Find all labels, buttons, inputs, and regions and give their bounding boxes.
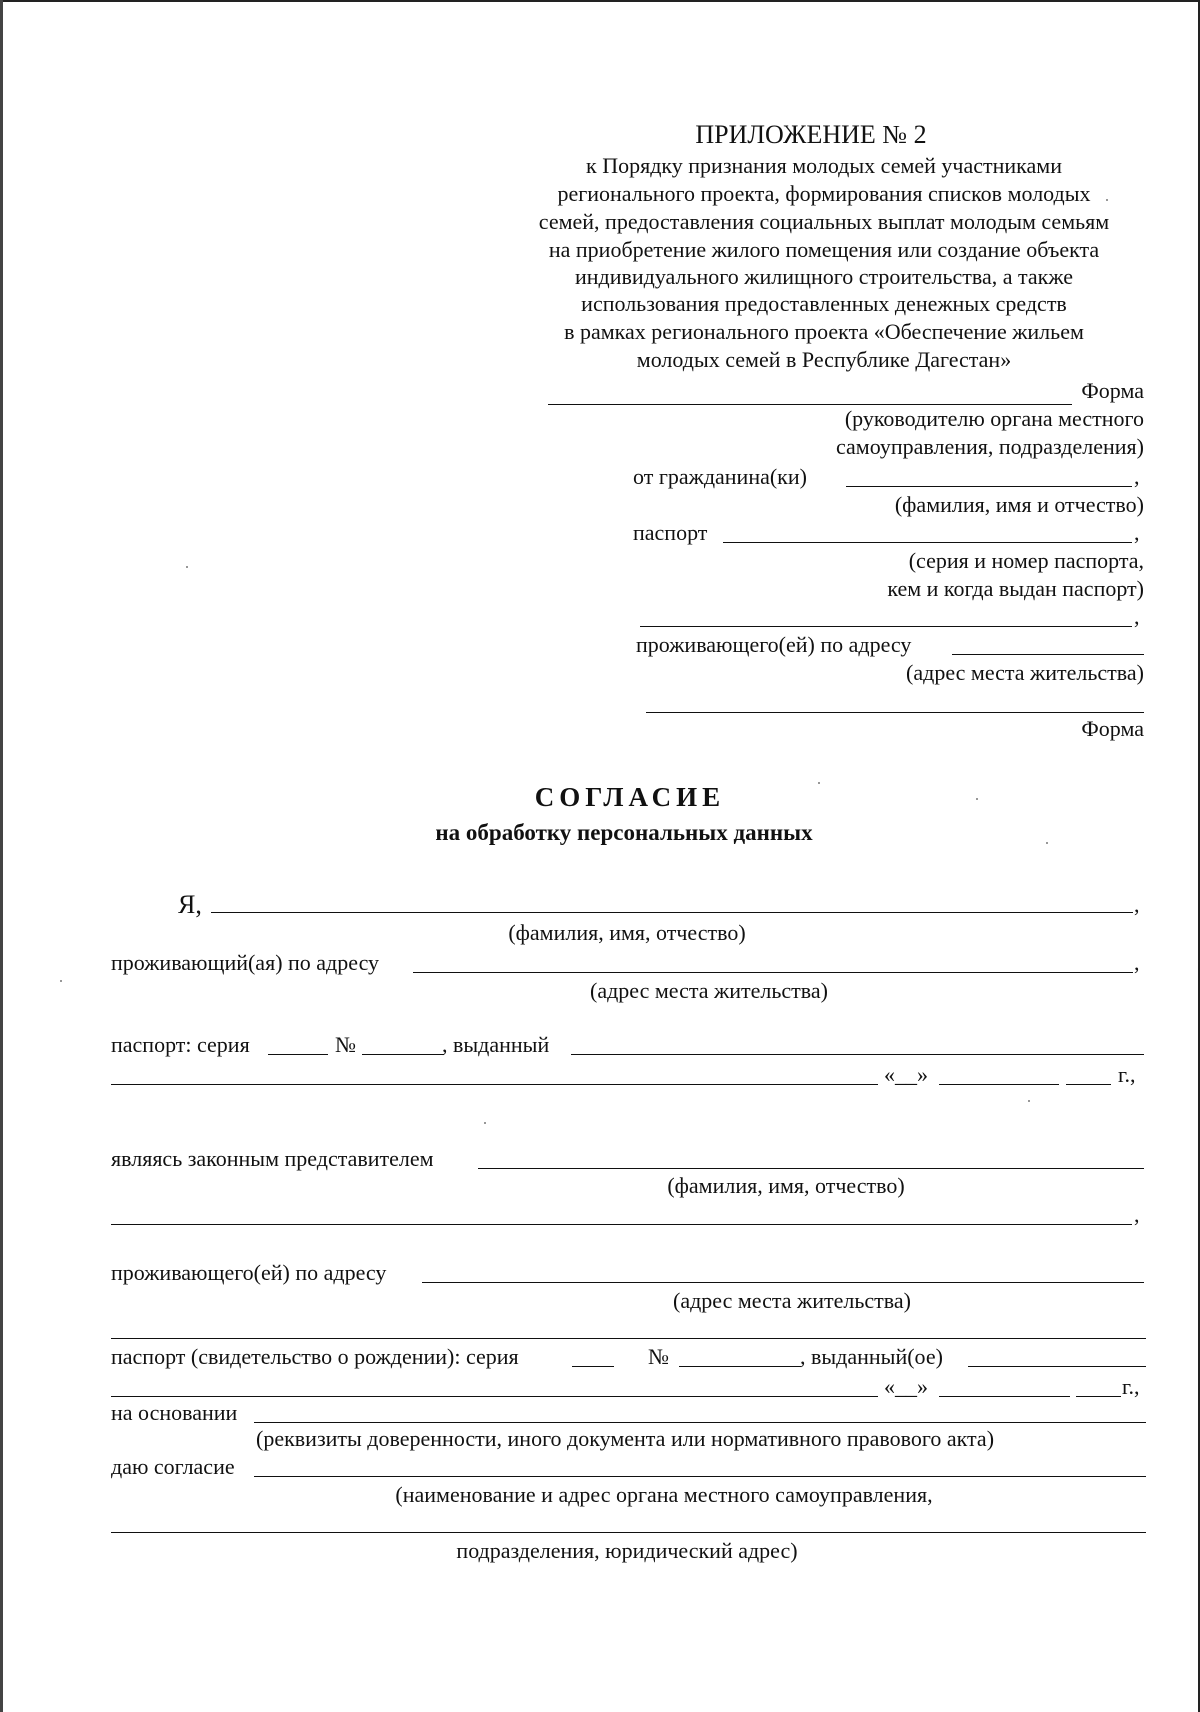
representative-address-line[interactable] xyxy=(422,1282,1144,1283)
passport2-series-line[interactable] xyxy=(572,1366,614,1367)
passport-number-sign: № xyxy=(335,1032,356,1057)
header-line-1: к Порядку признания молодых семей участниками xyxy=(586,153,1062,178)
representative-label: являясь законным представителем xyxy=(111,1146,434,1171)
scan-speck xyxy=(1046,842,1048,844)
consent-hint-1: (наименование и адрес органа местного самоуправления, xyxy=(395,1482,933,1507)
form-label: Форма xyxy=(1081,378,1144,403)
passport2-issued-line[interactable] xyxy=(968,1366,1146,1367)
consent-line[interactable] xyxy=(254,1476,1146,1477)
residing-address-hint: (адрес места жительства) xyxy=(590,978,828,1003)
passport-extra-line[interactable] xyxy=(640,626,1132,627)
passport-hint-2: кем и когда выдан паспорт) xyxy=(887,576,1144,601)
basis-label: на основании xyxy=(111,1400,238,1425)
document-title: СОГЛАСИЕ xyxy=(534,782,726,812)
passport-date-year-line[interactable] xyxy=(1066,1084,1111,1085)
passport2-number-line[interactable] xyxy=(679,1366,801,1367)
passport-number-line[interactable] xyxy=(362,1054,444,1055)
basis-line[interactable] xyxy=(254,1422,1146,1423)
header-line-7: в рамках регионального проекта «Обеспечение жильем xyxy=(564,319,1084,344)
passport-line[interactable] xyxy=(723,542,1132,543)
address-extra-line[interactable] xyxy=(646,712,1144,713)
passport2-year-suffix: г., xyxy=(1122,1374,1140,1399)
consent-hint-2: подразделения, юридический адрес) xyxy=(456,1538,798,1563)
passport-date-day: «__» xyxy=(884,1062,928,1087)
fio-line[interactable] xyxy=(211,912,1133,913)
passport-issued-line[interactable] xyxy=(571,1054,1144,1055)
addressee-hint-1: (руководителю органа местного xyxy=(844,406,1144,431)
header-line-3: семей, предоставления социальных выплат молодым семьям xyxy=(538,209,1110,234)
passport-series-label: паспорт: серия xyxy=(111,1032,250,1057)
passport-series-line[interactable] xyxy=(268,1054,328,1055)
i-label: Я, xyxy=(178,890,202,919)
citizen-name-line[interactable] xyxy=(846,486,1132,487)
scan-speck xyxy=(60,980,62,982)
passport2-number-sign: № xyxy=(648,1344,669,1369)
scan-border-top xyxy=(0,0,1200,2)
residing-label: проживающего(ей) по адресу xyxy=(636,632,912,657)
residing-address-line[interactable] xyxy=(952,654,1144,655)
residing-address-label: проживающий(ая) по адресу xyxy=(111,950,380,975)
scan-speck xyxy=(976,798,978,800)
address-hint: (адрес места жительства) xyxy=(906,660,1144,685)
scan-speck xyxy=(818,782,820,784)
header-line-2: регионального проекта, формирования списков молодых xyxy=(557,181,1091,206)
scan-speck xyxy=(1106,199,1108,201)
from-citizen-label: от гражданина(ки) xyxy=(633,464,807,489)
scan-border-left xyxy=(0,0,3,1712)
passport2-issued-extra-line[interactable] xyxy=(111,1396,878,1397)
representative-fio-line[interactable] xyxy=(478,1168,1144,1169)
representative-address-extra-line[interactable] xyxy=(111,1338,1146,1339)
consent-label: даю согласие xyxy=(111,1454,235,1479)
passport-year-suffix: г., xyxy=(1118,1062,1136,1087)
passport-hint-1: (серия и номер паспорта, xyxy=(908,548,1144,573)
header-line-6: использования предоставленных денежных средств xyxy=(581,291,1067,316)
representative-residing-label: проживающего(ей) по адресу xyxy=(111,1260,387,1285)
header-line-5: индивидуального жилищного строительства, а также xyxy=(574,264,1074,289)
header-line-8: молодых семей в Республике Дагестан» xyxy=(636,347,1012,372)
representative-address-hint: (адрес места жительства) xyxy=(673,1288,911,1313)
representative-fio-hint: (фамилия, имя, отчество) xyxy=(667,1173,905,1198)
addressee-hint-2: самоуправления, подразделения) xyxy=(835,434,1144,459)
citizen-name-hint: (фамилия, имя и отчество) xyxy=(894,492,1144,517)
residing-address-field-line[interactable] xyxy=(413,972,1133,973)
passport2-date-year-line[interactable] xyxy=(1076,1396,1121,1397)
appendix-heading: ПРИЛОЖЕНИЕ № 2 xyxy=(695,120,927,149)
basis-hint: (реквизиты доверенности, иного документа или нормативного правового акта) xyxy=(256,1426,995,1451)
passport2-issued-label: , выданный(ое) xyxy=(800,1344,943,1369)
passport2-label: паспорт (свидетельство о рождении): серия xyxy=(111,1344,519,1369)
representative-extra-line[interactable] xyxy=(111,1224,1132,1225)
passport-issued-label: , выданный xyxy=(442,1032,550,1057)
passport2-date-month-line[interactable] xyxy=(939,1396,1070,1397)
scan-speck xyxy=(186,566,188,568)
fio-hint: (фамилия, имя, отчество) xyxy=(508,920,746,945)
passport2-date-day: «__» xyxy=(884,1374,928,1399)
document-subtitle: на обработку персональных данных xyxy=(435,820,813,845)
passport-date-month-line[interactable] xyxy=(939,1084,1059,1085)
passport-label: паспорт xyxy=(633,520,708,545)
scan-speck xyxy=(484,1122,486,1124)
header-line-4: на приобретение жилого помещения или создание объекта xyxy=(548,237,1100,262)
passport-issued-extra-line[interactable] xyxy=(111,1084,878,1085)
consent-extra-line[interactable] xyxy=(111,1532,1146,1533)
addressee-line[interactable] xyxy=(548,404,1072,405)
document-page: ПРИЛОЖЕНИЕ № 2 к Порядку признания молодых семей участниками регионального проекта, формирования списков молодых семей, предоставления социальных выплат молодым семьям на приобретение жилого помещения или создание объекта индивидуального жилищного строительства, а также использования предоставленных денежных средств в рамках регионального проекта «Обеспечение жильем молодых семей в Республике Дагестан» Форма (руководителю органа местного самоуправления, подразделения) от гражданина(ки) , (фамилия, имя и отчество) паспорт , (серия и номер паспорта, кем и когда выдан паспорт) , проживающего(ей) по адресу (адрес места жительства) Форма СОГЛАСИЕ на обработку персональных данных Я, , (фамилия, имя, отчество) проживающий(ая) по адресу , (адрес места жительства) паспорт: серия № , выданный «__» г., являясь законным представителем (фамилия, имя, отчество) , проживающего(ей) по адресу (адрес места жительства) паспорт (свидетельство о рождении): серия № , выданный(ое) «__» г., на основании (реквизиты доверенности, иного документа или нормативного правового акта) даю согласие (наименование и адрес органа местного самоуправления, подразделения, юридический адрес) xyxy=(0,0,1200,1712)
scan-speck xyxy=(1028,1100,1030,1102)
form-label-bottom: Форма xyxy=(1081,716,1144,741)
